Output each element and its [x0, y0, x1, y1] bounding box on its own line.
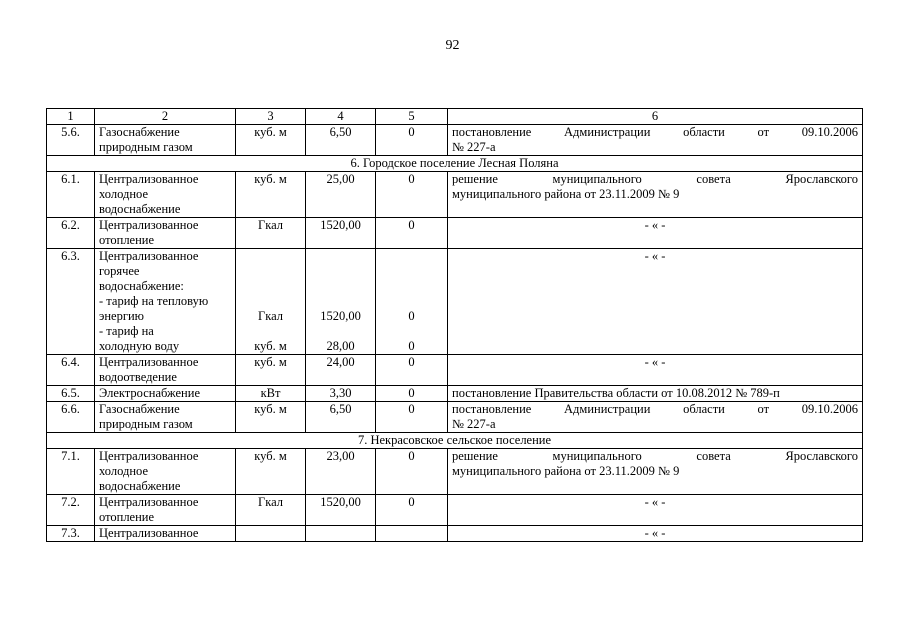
- unit: Гкал: [236, 495, 306, 526]
- page-number: 92: [445, 38, 460, 53]
- legal-basis: постановление Правительства области от 10.08.2012 № 789-п: [448, 386, 863, 402]
- header-cell-6: 6: [448, 109, 863, 125]
- zero-value: 0: [376, 125, 448, 156]
- legal-basis: решение муниципального совета Ярославского муниципального района от 23.11.2009 № 9: [448, 449, 863, 495]
- row-number: 6.4.: [47, 355, 95, 386]
- tariff-value: 3,30: [306, 386, 376, 402]
- service-name: Электроснабжение: [95, 386, 236, 402]
- tariff-value: 6,50: [306, 402, 376, 433]
- row-number: 6.1.: [47, 172, 95, 218]
- table-row: [47, 526, 863, 542]
- table-row: [47, 249, 863, 355]
- legal-basis: постановление Администрации области от 09.10.2006 № 227-а: [448, 402, 863, 433]
- service-name: Централизованное горячее водоснабжение: - тариф на тепловую энергию - тариф на холодную воду: [95, 249, 236, 355]
- unit: куб. м: [236, 449, 306, 495]
- legal-basis: - « -: [448, 355, 863, 386]
- service-name: Централизованное водоотведение: [95, 355, 236, 386]
- legal-basis: - « -: [448, 218, 863, 249]
- zero-value: 0: [376, 386, 448, 402]
- table-row: [47, 125, 863, 156]
- service-name: Централизованное холодное водоснабжение: [95, 449, 236, 495]
- zero-value: 0 0: [376, 249, 448, 355]
- row-number: 6.2.: [47, 218, 95, 249]
- tariff-value: 6,50: [306, 125, 376, 156]
- legal-basis: постановление Администрации области от 09.10.2006 № 227-а: [448, 125, 863, 156]
- unit: куб. м: [236, 355, 306, 386]
- unit: куб. м: [236, 402, 306, 433]
- table-row: [47, 172, 863, 218]
- row-number: 6.3.: [47, 249, 95, 355]
- row-number: 7.3.: [47, 526, 95, 542]
- zero-value: 0: [376, 495, 448, 526]
- section-row: [47, 156, 863, 172]
- tariff-value: 1520,00: [306, 218, 376, 249]
- service-name: Газоснабжение природным газом: [95, 402, 236, 433]
- legal-basis: - « -: [448, 495, 863, 526]
- tariff-value: [306, 526, 376, 542]
- tariff-value: 1520,00 28,00: [306, 249, 376, 355]
- header-cell-3: 3: [236, 109, 306, 125]
- tariff-value: 24,00: [306, 355, 376, 386]
- table-row: [47, 218, 863, 249]
- row-number: 5.6.: [47, 125, 95, 156]
- row-number: 7.2.: [47, 495, 95, 526]
- service-name: Централизованное отопление: [95, 495, 236, 526]
- service-name: Централизованное отопление: [95, 218, 236, 249]
- legal-basis: - « -: [448, 526, 863, 542]
- legal-basis: - « -: [448, 249, 863, 355]
- table-row: [47, 355, 863, 386]
- table-row: [47, 449, 863, 495]
- section-row: [47, 433, 863, 449]
- unit: Гкал: [236, 218, 306, 249]
- unit: куб. м: [236, 172, 306, 218]
- table-row: [47, 495, 863, 526]
- legal-basis: решение муниципального совета Ярославского муниципального района от 23.11.2009 № 9: [448, 172, 863, 218]
- tariff-table: [46, 108, 863, 542]
- row-number: 7.1.: [47, 449, 95, 495]
- row-number: 6.6.: [47, 402, 95, 433]
- zero-value: 0: [376, 449, 448, 495]
- zero-value: [376, 526, 448, 542]
- service-name: Газоснабжение природным газом: [95, 125, 236, 156]
- service-name: Централизованное: [95, 526, 236, 542]
- header-cell-5: 5: [376, 109, 448, 125]
- zero-value: 0: [376, 355, 448, 386]
- tariff-value: 25,00: [306, 172, 376, 218]
- service-name: Централизованное холодное водоснабжение: [95, 172, 236, 218]
- zero-value: 0: [376, 172, 448, 218]
- unit: куб. м: [236, 125, 306, 156]
- zero-value: 0: [376, 218, 448, 249]
- zero-value: 0: [376, 402, 448, 433]
- header-cell-2: 2: [95, 109, 236, 125]
- unit: [236, 526, 306, 542]
- tariff-value: 1520,00: [306, 495, 376, 526]
- header-cell-1: 1: [47, 109, 95, 125]
- unit: кВт: [236, 386, 306, 402]
- tariff-value: 23,00: [306, 449, 376, 495]
- header-cell-4: 4: [306, 109, 376, 125]
- table-row: [47, 402, 863, 433]
- row-number: 6.5.: [47, 386, 95, 402]
- table-header-row: [47, 109, 863, 125]
- section-title: 6. Городское поселение Лесная Поляна: [47, 156, 863, 172]
- section-title: 7. Некрасовское сельское поселение: [47, 433, 863, 449]
- unit: Гкал куб. м: [236, 249, 306, 355]
- table-row: [47, 386, 863, 402]
